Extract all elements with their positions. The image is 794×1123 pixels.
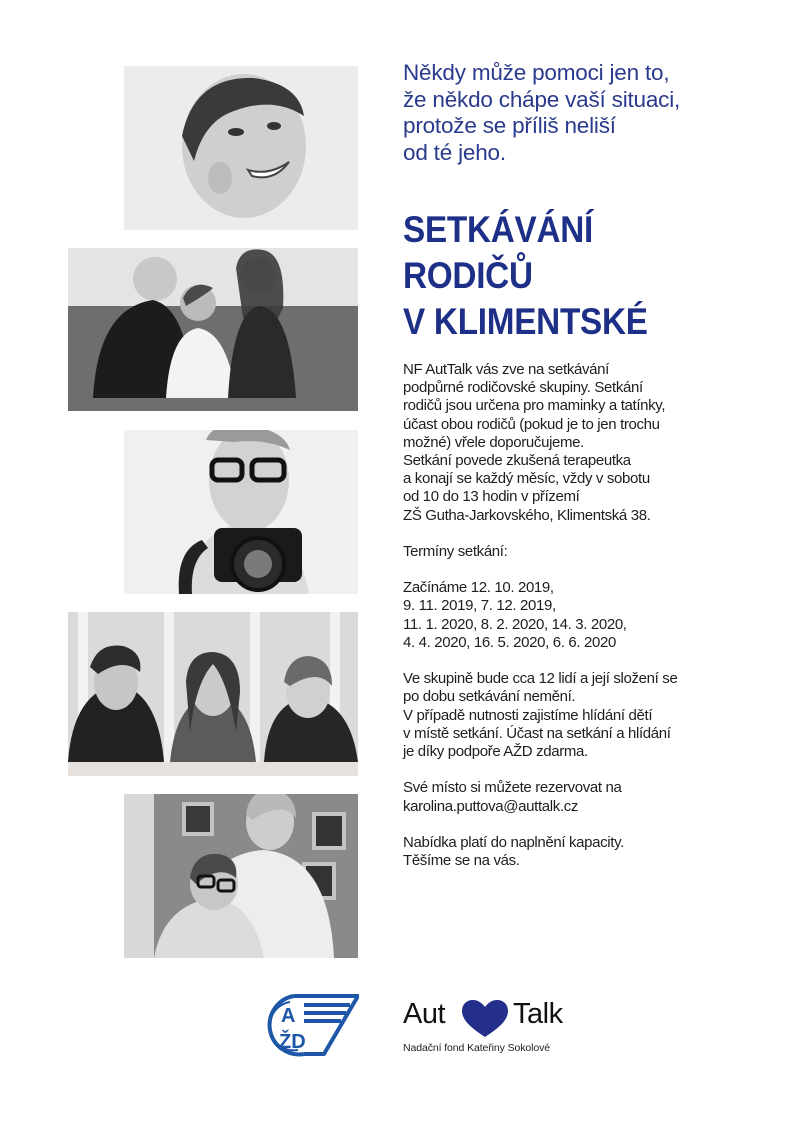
date-line: 9. 11. 2019, 7. 12. 2019, [403,597,556,615]
contact-email-link[interactable]: karolina.puttova@auttalk.cz [403,797,579,815]
auttalk-subtitle: Nadační fond Kateřiny Sokolové [403,1042,551,1054]
quote-line: protože se příliš neliší [403,113,616,138]
group-info-paragraph [403,670,763,761]
text-line: ZŠ Gutha-Jarkovského, Klimentská 38. [403,506,651,524]
photo-boy-looking-up [124,66,358,230]
intro-quote [403,60,763,166]
auttalk-word-aut: Aut [403,998,446,1030]
text-line: a konají se každý měsíc, vždy v sobotu [403,470,650,488]
quote-line: Někdy může pomoci jen to, [403,60,670,85]
auttalk-logo [403,998,583,1058]
text-line: Nabídka platí do naplnění kapacity. [403,833,624,851]
text-line: v místě setkání. Účast na setkání a hlídání [403,724,671,742]
title-line: SETKÁVÁNÍ [403,209,593,250]
heart-icon [461,1000,509,1038]
photo-three-young-people [68,612,358,776]
auttalk-word-talk: Talk [513,998,563,1030]
text-line: po dobu setkávání nemění. [403,688,576,706]
dates-list [403,579,763,652]
quote-line: od té jeho. [403,139,506,165]
azd-logo-letters-zd: ŽD [279,1031,306,1053]
title-line: V KLIMENTSKÉ [403,301,648,342]
text-line: rodičů jsou určena pro maminky a tatínky, [403,397,666,415]
photo-boy-with-camera [124,430,358,594]
text-line: Setkání povede zkušená terapeutka [403,451,631,469]
text-line: podpůrné rodičovské skupiny. Setkání [403,379,643,397]
text-line: NF AutTalk vás zve na setkávání [403,361,609,378]
date-line: Začínáme 12. 10. 2019, [403,579,554,597]
quote-line: že někdo chápe vaší situaci, [403,86,681,112]
text-line: Své místo si můžete rezervovat na [403,779,622,797]
body-text [403,361,763,870]
date-line: 4. 4. 2020, 16. 5. 2020, 6. 6. 2020 [403,633,616,651]
text-line: V případě nutnosti zajistíme hlídání dětí [403,706,653,724]
dates-heading: Termíny setkání: [403,542,508,560]
title-line: RODIČŮ [403,255,533,296]
intro-paragraph [403,361,763,525]
azd-logo [264,992,359,1058]
reservation-paragraph [403,779,763,815]
closing-paragraph [403,834,763,870]
page-title [403,207,727,345]
text-line: Ve skupině bude cca 12 lidí a její složení se [403,670,678,688]
text-line: Těšíme se na vás. [403,852,520,870]
photo-family-on-sofa [68,248,358,411]
date-line: 11. 1. 2020, 8. 2. 2020, 14. 3. 2020, [403,615,627,633]
text-line: je díky podpoře AŽD zdarma. [403,742,588,760]
text-line: od 10 do 13 hodin v přízemí [403,488,580,506]
photo-mother-and-son [124,794,358,958]
azd-logo-letter-a: A [281,1005,296,1027]
text-line: účast obou rodičů (pokud je to jen trochu [403,415,660,433]
text-line: možné) vřele doporučujeme. [403,433,584,451]
